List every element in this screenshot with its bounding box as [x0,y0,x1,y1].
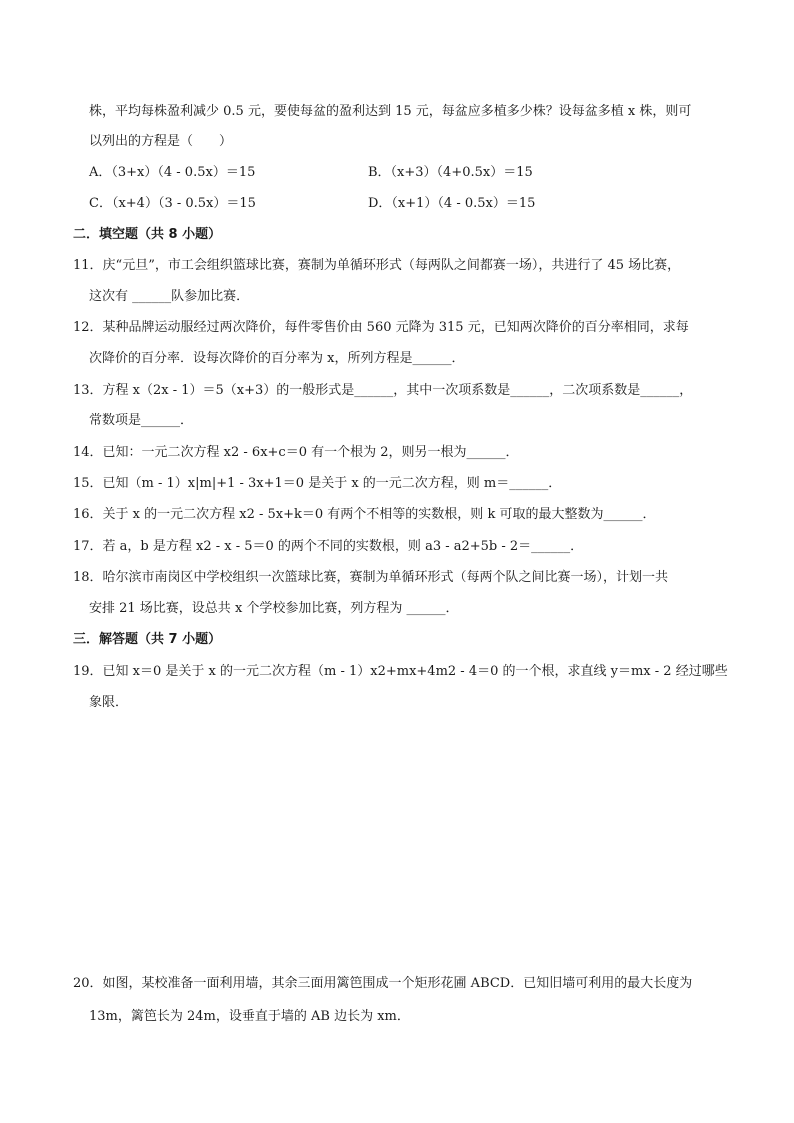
section-fill-in-title: 二．填空题（共 8 小题） [73,227,222,242]
q14-text: 14．已知：一元二次方程 x2 - 6x+c＝0 有一个根为 2，则另一根为______． [73,445,519,460]
q13-text-line1: 13．方程 x（2x - 1）＝5（x+3）的一般形式是______，其中一次项系数是______，二次项系数是______， [73,383,693,398]
q16-text: 16．关于 x 的一元二次方程 x2 - 5x+k＝0 有两个不相等的实数根，则 k 可取的最大整数为______． [73,507,656,522]
q19-text-line2: 象限． [89,695,129,710]
q19-text-line1: 19．已知 x＝0 是关于 x 的一元二次方程（m - 1）x2+mx+4m2 - 4＝0 的一个根，求直线 y＝mx - 2 经过哪些 [73,664,728,679]
q18-text-line1: 18．哈尔滨市南岗区中学校组织一次篮球比赛，赛制为单循环形式（每两个队之间比赛一场），计划一共 [73,570,669,585]
q20-text-line2: 13m，篱笆长为 24m，设垂直于墙的 AB 边长为 xm． [89,1009,410,1024]
q10-option-c: C．（x+4）（3 - 0.5x）＝15 [89,196,256,211]
q10-option-b: B．（x+3）（4+0.5x）＝15 [368,165,533,180]
section-answer-title: 三．解答题（共 7 小题） [73,632,222,647]
q13-text-line2: 常数项是______． [89,413,194,428]
q18-text-line2: 安排 21 场比赛，设总共 x 个学校参加比赛，列方程为 ______． [89,601,459,616]
q17-text: 17．若 a，b 是方程 x2 - x - 5＝0 的两个不同的实数根，则 a3 - a2+5b - 2＝______． [73,539,584,554]
q12-text-line1: 12．某种品牌运动服经过两次降价，每件零售价由 560 元降为 315 元，已知两次降价的百分率相同，求每 [73,320,689,335]
q15-text: 15．已知（m - 1）x|m|+1 - 3x+1＝0 是关于 x 的一元二次方程，则 m＝______． [73,476,562,491]
q11-text-line1: 11．庆“元旦”，市工会组织篮球比赛，赛制为单循环形式（每两队之间都赛一场），共进行了 45 场比赛， [73,258,681,273]
q12-text-line2: 次降价的百分率．设每次降价的百分率为 x，所列方程是______． [89,351,465,366]
q10-option-d: D．（x+1）（4 - 0.5x）＝15 [368,196,536,211]
q10-option-a: A．（3+x）（4 - 0.5x）＝15 [89,165,256,180]
q20-text-line1: 20．如图，某校准备一面利用墙，其余三面用篱笆围成一个矩形花圃 ABCD．已知旧墙可利用的最大长度为 [73,976,693,991]
q10-text-line1: 株，平均每株盈利减少 0.5 元，要使每盆的盈利达到 15 元，每盆应多植多少株？设每盆多植 x 株，则可 [89,104,692,119]
q11-text-line2: 这次有 ______队参加比赛． [89,289,250,304]
q10-text-line2: 以列出的方程是（ ） [89,134,233,149]
